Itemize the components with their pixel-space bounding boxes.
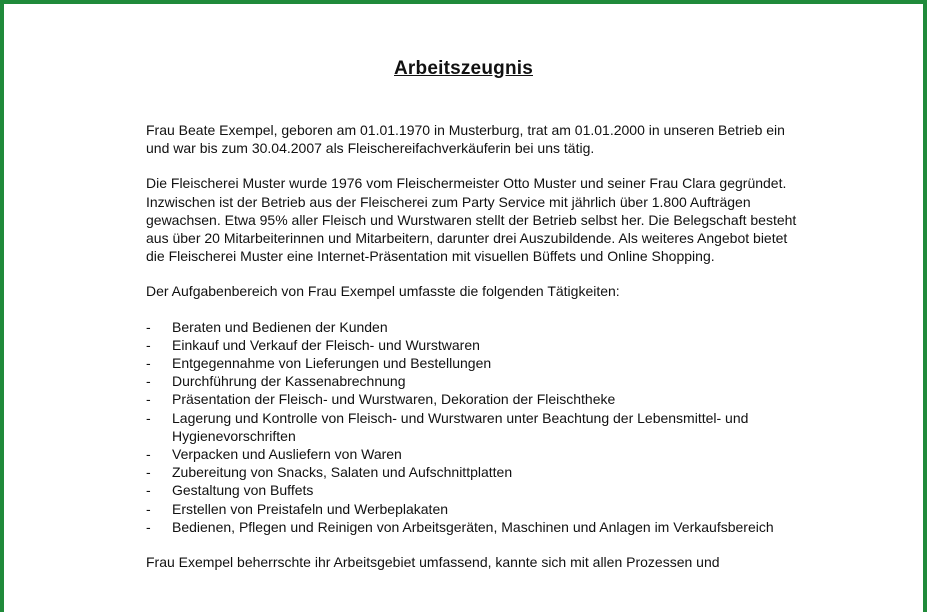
tasks-intro-paragraph: Der Aufgabenbereich von Frau Exempel umfasste die folgenden Tätigkeiten: <box>146 283 620 300</box>
list-item <box>146 445 806 463</box>
list-item-text: Zubereitung von Snacks, Salaten und Aufschnittplatten <box>172 464 513 481</box>
list-marker: - <box>146 355 151 372</box>
list-item <box>146 463 806 481</box>
list-marker: - <box>146 373 151 390</box>
list-marker: - <box>146 446 151 463</box>
document-page <box>8 8 919 612</box>
list-item <box>146 481 806 499</box>
list-item-text: Gestaltung von Buffets <box>172 482 314 499</box>
list-item <box>146 390 806 408</box>
list-marker: - <box>146 391 151 408</box>
list-item <box>146 354 806 372</box>
list-item-text: Einkauf und Verkauf der Fleisch- und Wurstwaren <box>172 336 480 353</box>
list-item <box>146 372 806 390</box>
list-item-text: Durchführung der Kassenabrechnung <box>172 373 406 390</box>
list-item-text: Verpacken und Ausliefern von Waren <box>172 446 402 463</box>
list-item <box>146 336 806 354</box>
list-marker: - <box>146 336 151 353</box>
list-item-text: Lagerung und Kontrolle von Fleisch- und Wurstwaren unter Beachtung der Lebensmittel- und Hygienevorschriften <box>172 409 749 444</box>
list-item-text: Präsentation der Fleisch- und Wurstwaren, Dekoration der Fleischtheke <box>172 391 616 408</box>
list-item <box>146 518 806 536</box>
document-body <box>146 121 806 588</box>
list-item <box>146 500 806 518</box>
company-paragraph: Die Fleischerei Muster wurde 1976 vom Fleischermeister Otto Muster und seiner Frau Clara gegründet. Inzwischen ist der Betrieb aus der Fleischerei zum Party Service mit jährlich über 1.800 Aufträgen gewachsen. Etwa 95% aller Fleisch und Wurstwaren stellt der Betrieb selbst her. Die Belegschaft besteht aus über 20 Mitarbeiterinnen und Mitarbeitern, darunter drei Auszubildende. Als weiteres Angebot bietet die Fleischerei Muster eine Internet-Präsentation mit visuellen Büffets und Online Shopping. <box>146 175 797 265</box>
task-list <box>146 318 806 536</box>
intro-paragraph: Frau Beate Exempel, geboren am 01.01.1970 in Musterburg, trat am 01.01.2000 in unseren Betrieb ein und war bis zum 30.04.2007 als Fleischereifachverkäuferin bei uns tätig. <box>146 122 785 157</box>
list-item-text: Bedienen, Pflegen und Reinigen von Arbeitsgeräten, Maschinen und Anlagen im Verkaufsbereich <box>172 518 774 535</box>
list-marker: - <box>146 518 151 535</box>
list-item-text: Erstellen von Preistafeln und Werbeplakaten <box>172 500 449 517</box>
list-marker: - <box>146 482 151 499</box>
list-item-text: Entgegennahme von Lieferungen und Bestellungen <box>172 355 492 372</box>
list-item-text: Beraten und Bedienen der Kunden <box>172 318 388 335</box>
list-marker: - <box>146 318 151 335</box>
document-title: Arbeitszeugnis <box>394 58 533 79</box>
list-item <box>146 318 806 336</box>
closing-paragraph: Frau Exempel beherrschte ihr Arbeitsgebiet umfassend, kannte sich mit allen Prozessen und <box>146 554 720 571</box>
list-marker: - <box>146 409 151 426</box>
list-item <box>146 409 806 445</box>
list-marker: - <box>146 464 151 481</box>
list-marker: - <box>146 500 151 517</box>
